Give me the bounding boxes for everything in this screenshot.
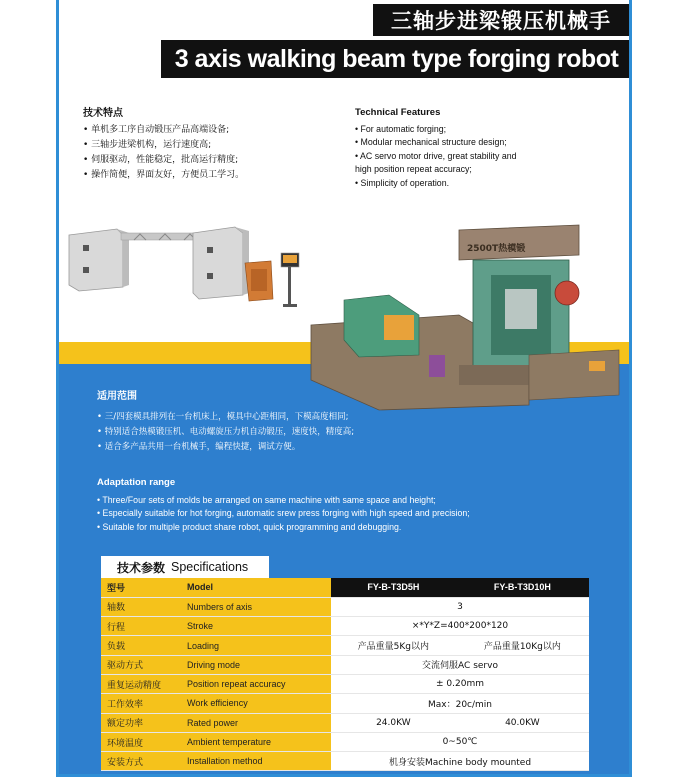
table-row (101, 674, 589, 693)
row-label-cn: 工作效率 (101, 694, 181, 713)
adaptation-range-chinese (97, 389, 417, 455)
header-en: Model (181, 578, 331, 597)
row-value-model-2: 40.0KW (456, 713, 589, 732)
row-label-en: Stroke (181, 617, 331, 636)
features-english-heading: Technical Features (355, 107, 441, 118)
header-model-1: FY-B-T3D5H (331, 578, 456, 597)
feature-cn-item: • 三轴步进梁机构，运行速度高; (83, 138, 313, 153)
row-label-cn: 驱动方式 (101, 655, 181, 674)
specifications-heading (101, 556, 269, 578)
row-label-en: Work efficiency (181, 694, 331, 713)
row-label-en: Loading (181, 636, 331, 655)
row-label-en: Numbers of axis (181, 597, 331, 616)
feature-cn-item: • 单机多工序自动锻压产品高端设备; (83, 123, 313, 138)
forging-press-image (311, 225, 619, 410)
row-value-model-1: 产品重量5Kg以内 (331, 636, 456, 655)
row-value: 交流伺服AC servo (331, 655, 589, 674)
feature-en-item: • For automatic forging; (355, 123, 520, 137)
table-row (101, 655, 589, 674)
brochure-page (56, 0, 632, 777)
header-model-2: FY-B-T3D10H (456, 578, 589, 597)
feature-cn-item: • 操作简便，界面友好，方便员工学习。 (83, 168, 313, 183)
row-value: 3 (331, 597, 589, 616)
table-row (101, 694, 589, 713)
spec-heading-en: Specifications (171, 560, 249, 574)
adaptation-range-english (97, 476, 557, 534)
press-label: 2500T热模锻 (467, 244, 526, 254)
range-cn-item: • 适合多产品共用一台机械手，编程快捷，调试方便。 (97, 440, 417, 455)
table-row (101, 752, 589, 771)
row-value: ± 0.20mm (331, 674, 589, 693)
table-row (101, 713, 589, 732)
row-value: Max：20c/min (331, 694, 589, 713)
row-label-en: Ambient temperature (181, 732, 331, 751)
feature-en-item: • Simplicity of operation. (355, 177, 520, 191)
row-label-cn: 重复运动精度 (101, 674, 181, 693)
forging-robot-illustration (59, 205, 632, 415)
features-chinese (83, 106, 313, 183)
range-cn-item: • 三/四套模具排列在一台机床上，模具中心距相同，下模高度相同; (97, 410, 417, 425)
title-chinese: 三轴步进梁锻压机械手 (373, 4, 629, 36)
row-label-cn: 安装方式 (101, 752, 181, 771)
feature-en-item: • Modular mechanical structure design; (355, 136, 520, 150)
range-en-item: • Especially suitable for hot forging, automatic srew press forging with high speed and precision; (97, 507, 557, 521)
row-value: 0~50℃ (331, 732, 589, 751)
row-value-model-2: 产品重量10Kg以内 (456, 636, 589, 655)
feature-cn-item: • 伺服驱动，性能稳定，批高运行精度; (83, 153, 313, 168)
row-label-cn: 额定功率 (101, 713, 181, 732)
walking-beam-robot-image (69, 227, 299, 307)
table-row (101, 617, 589, 636)
range-en-item: • Three/Four sets of molds be arranged on same machine with same space and height; (97, 494, 557, 508)
features-english (355, 106, 520, 190)
specifications-table (101, 578, 589, 771)
range-cn-item: • 特别适合热模锻压机、电动螺旋压力机自动锻压，速度快，精度高; (97, 425, 417, 440)
row-label-cn: 轴数 (101, 597, 181, 616)
table-header-row (101, 578, 589, 597)
title-english: 3 axis walking beam type forging robot (161, 40, 632, 78)
features-chinese-heading: 技术特点 (83, 108, 123, 119)
row-value: ×*Y*Z=400*200*120 (331, 617, 589, 636)
row-value-model-1: 24.0KW (331, 713, 456, 732)
row-value: 机身安装Machine body mounted (331, 752, 589, 771)
row-label-en: Installation method (181, 752, 331, 771)
table-row (101, 636, 589, 655)
row-label-en: Driving mode (181, 655, 331, 674)
spec-heading-cn: 技术参数 (117, 560, 166, 575)
row-label-cn: 环境温度 (101, 732, 181, 751)
range-en-item: • Suitable for multiple product share robot, quick programming and debugging. (97, 521, 557, 535)
feature-en-item: • AC servo motor drive, great stability and high position repeat accuracy; (355, 150, 520, 177)
row-label-en: Rated power (181, 713, 331, 732)
table-row (101, 732, 589, 751)
row-label-en: Position repeat accuracy (181, 674, 331, 693)
row-label-cn: 负载 (101, 636, 181, 655)
row-label-cn: 行程 (101, 617, 181, 636)
header-cn: 型号 (101, 578, 181, 597)
range-chinese-heading: 适用范围 (97, 391, 137, 402)
table-row (101, 597, 589, 616)
range-english-heading: Adaptation range (97, 477, 176, 488)
